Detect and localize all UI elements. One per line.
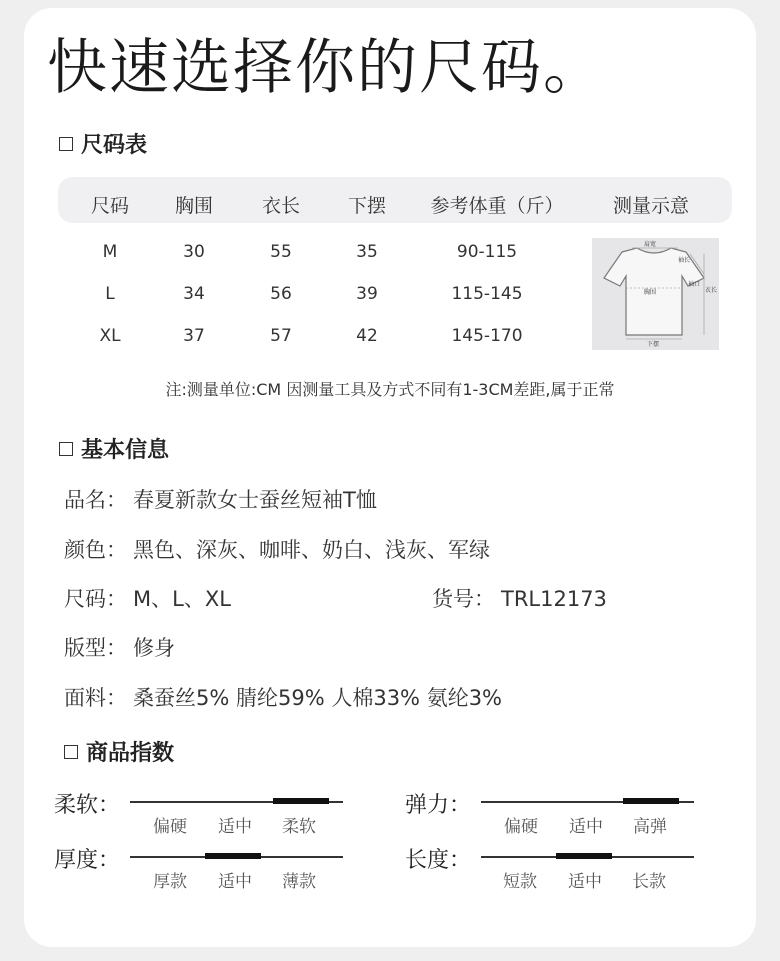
- size-chart-heading-label: 尺码表: [81, 133, 148, 158]
- cell-chest: 37: [183, 326, 205, 346]
- basic-info-heading-label: 基本信息: [81, 438, 170, 463]
- diagram-length-label: 衣长: [705, 287, 718, 294]
- thickness-option: 适中: [218, 872, 252, 892]
- page-title: 快速选择你的尺码。: [47, 33, 605, 103]
- header-size: 尺码: [90, 195, 130, 217]
- length-option: 短款: [503, 872, 537, 892]
- elasticity-option: 高弹: [633, 817, 667, 837]
- cell-size: XL: [99, 326, 121, 346]
- elasticity-indicator: [623, 798, 679, 804]
- size-table-header: [58, 177, 732, 223]
- header-chest: 胸围: [174, 195, 214, 217]
- info-product-name: [64, 484, 377, 514]
- cell-hem: 42: [356, 326, 378, 346]
- thickness-label: 厚度：: [54, 848, 121, 873]
- diagram-shoulder-label: 肩宽: [644, 241, 657, 248]
- softness-option: 偏硬: [153, 817, 187, 837]
- cell-hem: 35: [356, 242, 378, 262]
- info-label: 货号：: [432, 587, 495, 611]
- header-diagram: 测量示意: [612, 195, 690, 217]
- header-hem: 下摆: [347, 195, 387, 217]
- info-sizes: [64, 583, 231, 613]
- info-label: 颜色：: [64, 538, 127, 562]
- cell-length: 56: [270, 284, 292, 304]
- product-index-heading-label: 商品指数: [86, 741, 175, 766]
- cell-length: 55: [270, 242, 292, 262]
- info-value: 黑色、深灰、咖啡、奶白、浅灰、军绿: [133, 538, 490, 562]
- elasticity-option: 偏硬: [504, 817, 538, 837]
- header-weight: 参考体重（斤）: [430, 195, 564, 217]
- length-indicator: [556, 853, 612, 859]
- cell-size: L: [105, 284, 115, 304]
- diagram-hem-label: 下摆: [647, 341, 660, 348]
- info-value: 春夏新款女士蚕丝短袖T恤: [133, 488, 377, 512]
- length-label: 长度：: [405, 848, 472, 873]
- cell-weight: 90-115: [456, 242, 518, 262]
- length-option: 长款: [632, 872, 666, 892]
- info-value: 修身: [133, 636, 175, 660]
- cell-hem: 39: [356, 284, 378, 304]
- thickness-indicator: [205, 853, 261, 859]
- cell-weight: 145-170: [451, 326, 523, 346]
- softness-option: 柔软: [282, 817, 316, 837]
- product-index-heading: [64, 736, 174, 767]
- diagram-cuff-label: 袖口: [688, 281, 701, 288]
- tshirt-diagram-icon: [592, 238, 719, 350]
- length-option: 适中: [568, 872, 602, 892]
- size-chart-heading: [59, 128, 147, 159]
- info-fit: [64, 632, 175, 662]
- diagram-chest-label: 胸围: [644, 289, 657, 296]
- header-length: 衣长: [261, 195, 301, 217]
- elasticity-label: 弹力：: [405, 793, 472, 818]
- elasticity-option: 适中: [569, 817, 603, 837]
- softness-label: 柔软：: [54, 793, 121, 818]
- checkbox-icon: [59, 442, 73, 456]
- info-sku: [432, 583, 607, 613]
- info-value: TRL12173: [501, 587, 607, 611]
- softness-option: 适中: [218, 817, 252, 837]
- diagram-sleeve-label: 袖长: [678, 257, 691, 264]
- info-label: 品名：: [64, 488, 127, 512]
- softness-indicator: [273, 798, 329, 804]
- info-value: 桑蚕丝5% 腈纶59% 人棉33% 氨纶3%: [133, 686, 503, 710]
- thickness-option: 薄款: [282, 872, 316, 892]
- info-label: 版型：: [64, 636, 127, 660]
- checkbox-icon: [64, 745, 78, 759]
- info-label: 尺码：: [64, 587, 127, 611]
- measurement-note: 注:测量单位:CM 因测量工具及方式不同有1-3CM差距,属于正常: [165, 380, 615, 399]
- measurement-diagram: [592, 238, 719, 350]
- cell-chest: 34: [183, 284, 205, 304]
- info-colors: [64, 534, 490, 564]
- cell-chest: 30: [183, 242, 205, 262]
- thickness-option: 厚款: [153, 872, 187, 892]
- info-value: M、L、XL: [133, 587, 231, 611]
- checkbox-icon: [59, 137, 73, 151]
- cell-length: 57: [270, 326, 292, 346]
- info-fabric: [64, 682, 502, 712]
- cell-size: M: [102, 242, 118, 262]
- cell-weight: 115-145: [451, 284, 523, 304]
- basic-info-heading: [59, 433, 169, 464]
- info-label: 面料：: [64, 686, 127, 710]
